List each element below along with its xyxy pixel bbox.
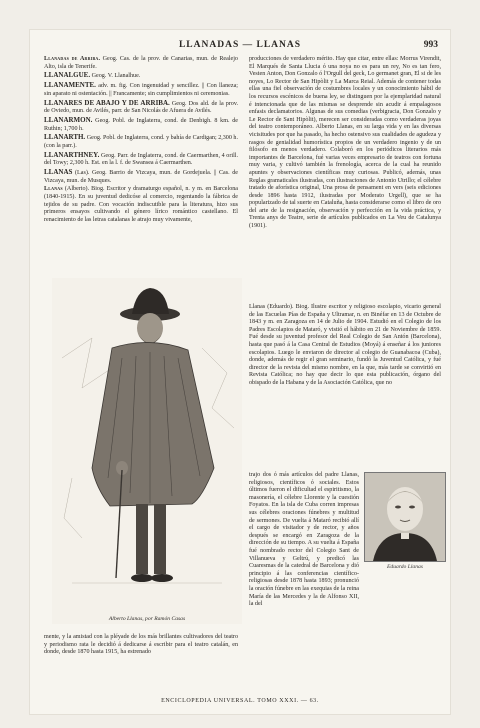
photo-drawing bbox=[365, 473, 445, 561]
entry bbox=[44, 186, 238, 224]
headword: Llanadas de Arriba. bbox=[44, 56, 101, 62]
entry-text: (Las). Geog. Barrio de Vizcaya, mun. de Gordejuela. || Cas. de Vizcaya, mun. de Musques. bbox=[44, 170, 238, 184]
entry bbox=[44, 72, 238, 81]
entry bbox=[44, 82, 238, 98]
left-column-continued bbox=[44, 634, 238, 692]
portrait-eduardo-llanas bbox=[364, 472, 446, 570]
headword: LLANALGUE. bbox=[44, 71, 91, 80]
running-header bbox=[30, 40, 450, 54]
headword: LLANAMENTE. bbox=[44, 81, 96, 90]
header-title: LLANADAS — LLANAS bbox=[178, 40, 302, 50]
entry-text: mente, y la amistad con la pléyade de los más brillantes cultivadores del teatro y periodismo rata le decidió á dedicarse á escribir para el teatro catalán, en donde, desde 1870 hasta 1915, ha estrenado bbox=[44, 634, 238, 656]
headword: LLANARTHNEY. bbox=[44, 150, 100, 159]
headword: LLANARTH. bbox=[44, 133, 86, 142]
entry-text: Llanas (Eduardo). Biog. Ilustre escritor y religioso escolapio, vicario general de las Escuelas Pías de España y Ultramar, n. en Binéfar en 13 de Octubre de 1843 y m. en Zaragoza en 14 de Julio de 1904. Estudió en el Colegio de los Padres Escolapios de Mataró, y vistió el hábito en 21 de Noviembre de 1859. Fué desde su juventud profesor del Real Colegio de San Antón (Barcelona), hasta que pasó á la Casa Central de Estudios (Moyá) á enseñar á los juniores escolapios. Luego le enviaron de director al colegio de Guanabacoa (Cuba), donde, además de regir el gran seminario, fundó la Juventud Católica, y fué director de la revista del mismo nombre, en la que, más tarde se convirtió en Revista Católica; no hay que decir lo que esta publicación, órgano del obispado de la Habana y de la Asociación Católica, que no bbox=[249, 304, 441, 386]
entry bbox=[44, 152, 238, 168]
entry-text: Geog. Pobl. de Inglaterra, cond. y bahía de Cardigan; 2,300 h. (con la parr.). bbox=[44, 135, 238, 149]
left-column bbox=[44, 56, 238, 296]
right-column-continued bbox=[249, 472, 359, 694]
page-footer: ENCICLOPEDIA UNIVERSAL. TOMO XXXI. — 63. bbox=[161, 698, 319, 704]
portrait-alberto-llanas bbox=[52, 278, 242, 624]
entry-text: Geog. Pobl. de Inglaterra, cond. de Denbigh. 8 km. de Ruthin; 1,700 h. bbox=[44, 117, 238, 132]
page bbox=[30, 30, 450, 714]
entry bbox=[44, 134, 238, 150]
headword: LLANARES DE ABAJO Y DE ARRIBA. bbox=[44, 98, 170, 107]
portrait-drawing bbox=[52, 278, 242, 614]
right-column-entry-eduardo bbox=[249, 304, 441, 472]
figure-caption: Alberto Llanas, por Ramón Casas bbox=[108, 616, 186, 622]
entry bbox=[44, 169, 238, 185]
page-number: 993 bbox=[423, 40, 438, 50]
entry-text: Geog. V. Llanalhue. bbox=[90, 73, 141, 80]
entry-text: adv. m. fig. Con ingenuidad y sencillez. || Con llaneza; sin aparato ni ostentación. || Francamente; sin cumplimientos ni ceremonias. bbox=[44, 83, 238, 97]
headword: LLANAS bbox=[44, 168, 73, 177]
headword: LLANARMON. bbox=[44, 115, 93, 124]
figure-caption: Eduardo Llanas bbox=[386, 564, 423, 570]
right-column bbox=[249, 56, 441, 294]
entry bbox=[44, 100, 238, 116]
entry-text: Geog. Dos ald. de la prov. de Oviedo, mun. de Avilés, parr. de San Nicolás de Afuera de Avilés. bbox=[44, 100, 238, 115]
entry-text: (Alberto). Biog. Escritor y dramaturgo español, n. y m. en Barcelona (1840-1915). En su juventud dedicóse al comercio, regentando la fábrica de tejidos de su padre. Con vocación indiscutible para la literatura, hizo sus primeros ensayos cultivando el género lírico romántico castellano. El renacimiento de las letras catalanas le atrajo muy vivamente, bbox=[44, 186, 238, 223]
entry bbox=[44, 56, 238, 71]
entry-text: Geog. Cas. de la prov. de Canarias, mun. de Realejo Alto, isla de Tenerife. bbox=[44, 56, 238, 70]
entry bbox=[44, 117, 238, 133]
entry-text: producciones de verdadero mérito. Hay que citar, entre ellas: Morrus Virendit, El Marqués de Santa Llucia ó una noya no es para un rey, No es tan fero, Vesten Anton, Don Gonzalo ó l'Orgull del geck, Lo germanet gran, El si de les noyes, Lo Rector de San Hipòlit y La Marca Reial. Además de contener todas ellas una fiel observación de costumbres locales y un conocimiento hábil de los recursos escénicos de buena ley, se distinguen por la ejemplaridad natural é intencionada que de las mismas se desprende sin acudir á empalagosos enfasis declamatorios. Algunas de sus comedias (verbigracia, Don Gonzalo y Le Rector de Sant Hipòlit), merecen ser consideradas como verdaderas joyas del teatro contemporáneo. Alberto Llanas, en su larga vida y en las diversas vicisitudes por que ha pasado, ha hecho ostensivo sus cualidades de agudeza y rasgos de genialidad humorística propios de un verdadero ingenio y de un filósofo en menos verdadero. Colaboró en los periódicos literarios más importantes de Barcelona, fué varias veces empresario de teatros con fortuna muy varia, y cultivó también la frenología, acerca de la cual ha reunido apuntes y observaciones científicas muy curiosas. Publicó, además, unas Reglas gramaticales ilustradas, con ilustraciones de Antonio Utrillo; el célebre tratado de aforística original, Una prosa de pensament en vers (seis ediciones desde 1896 hasta 1912, ilustradas por Moderato Urgell), que se ha popularizado de tal suerte en Cataluña, hasta considerarse como el libro de oro del arte de la resignación, observación y perfección en la vida práctica, y Trenta anys de Teatre, serie de artículos publicados en La Veu de Catalunya (1901). bbox=[249, 56, 441, 230]
entry-text: Geog. Parr. de Inglaterra, cond. de Caermarthen, 4 orill. del Towy; 2,300 h. Est. en la l. f. de Swansea á Caermarthen. bbox=[44, 152, 238, 167]
entry-text: trajo dos ó más artículos del padre Llanas, religiosos, científicos ó sociales. Estos últimos fueron el dificultad el espiritismo, la masonería, el célebre Llorente y la cuestión Foyatos. En la isla de Cuba corren impresas sus célebres oraciones fúnebres y multitud de sermones. De vuelta á Mataró recibió allí el cargo de visitador y de rector, y años después se encargó en Zaragoza de la dirección de su tiempo. A su vuelta á España fué nombrado rector del Colegio Sant de Villanueva y Geltrú, y predicó las Cuaresmas de la catedral de Barcelona y dió principio á las conferencias científico-religiosas desde 1878 hasta 1893; pronunció la oración fúnebre en las exequias de la reina María de las Mercedes y la de Alfonso XII, la del bbox=[249, 472, 359, 608]
headword: Llanas bbox=[44, 186, 63, 193]
